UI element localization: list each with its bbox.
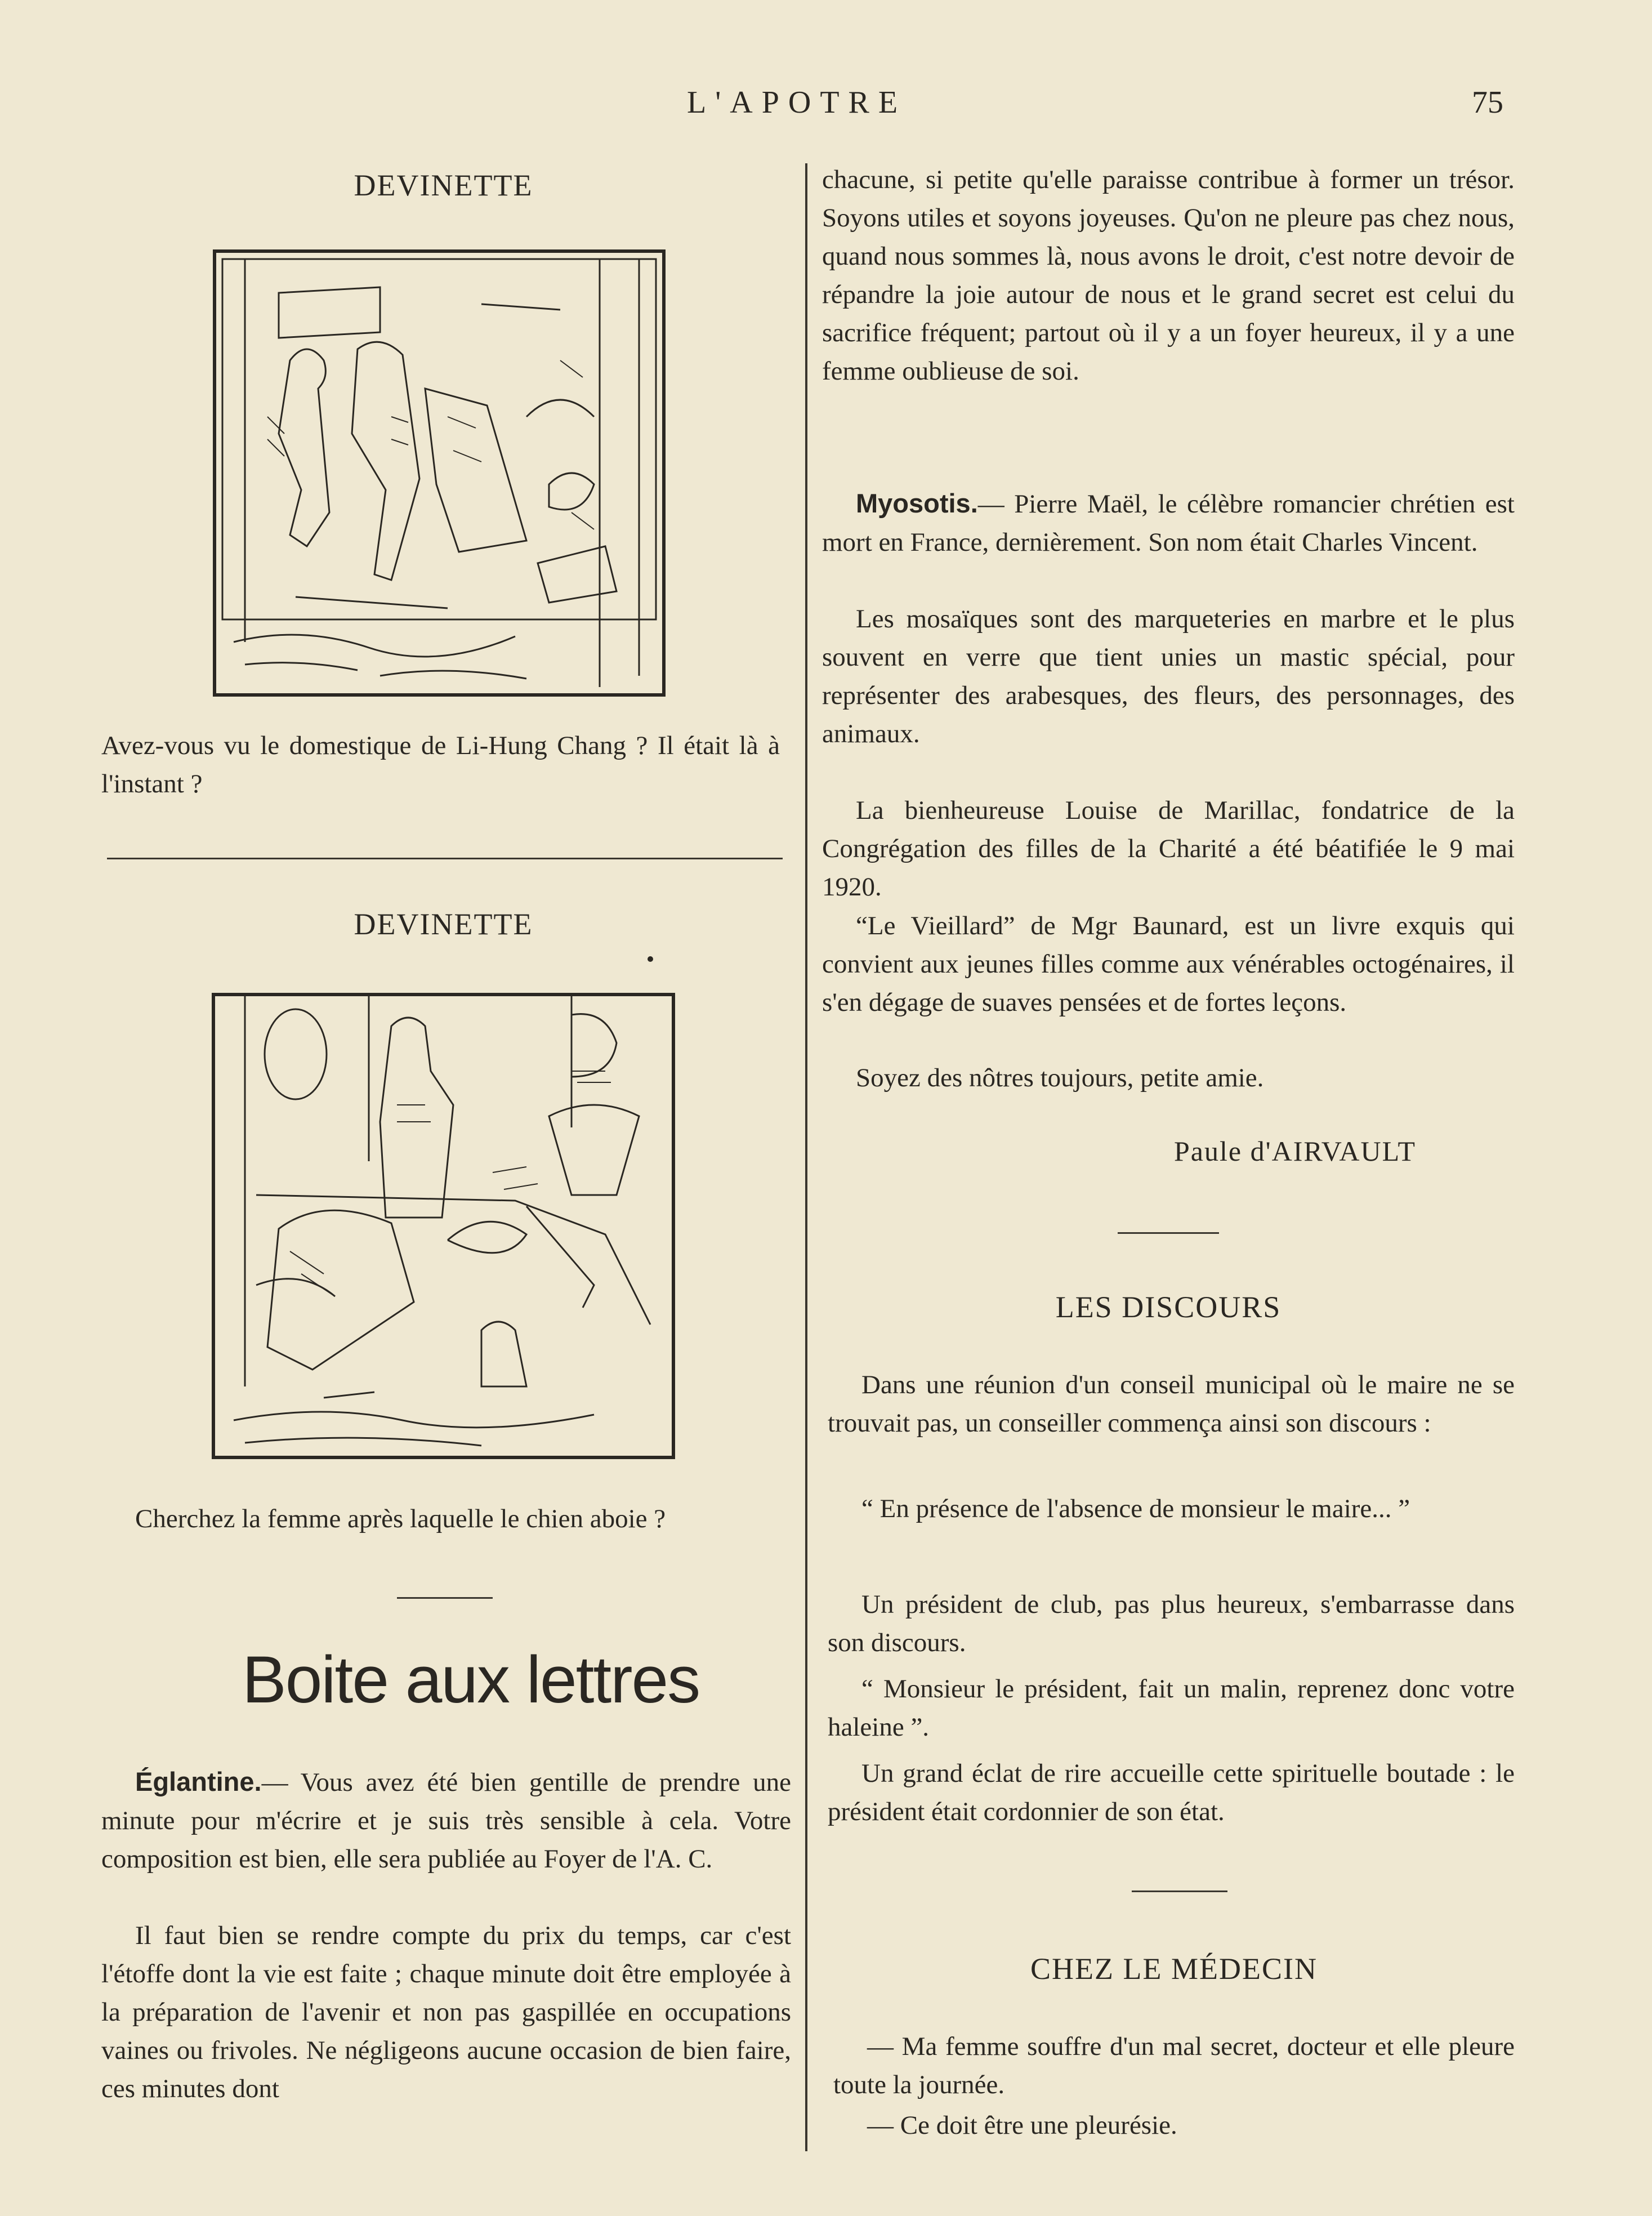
devinette-caption-2: Cherchez la femme après laquelle le chien aboie ?	[135, 1504, 666, 1533]
discours-paragraph-3: Un grand éclat de rire accueille cette spirituelle boutade : le président était cordonnier de son état.	[828, 1759, 1515, 1826]
devinette-title-2: DEVINETTE	[354, 907, 533, 941]
section-title-boite-aux-lettres: Boite aux lettres	[242, 1643, 700, 1717]
correspondent-name: Églantine.	[135, 1767, 262, 1796]
discours-paragraph-2: Un président de club, pas plus heureux, s'embarrasse dans son discours.	[828, 1590, 1515, 1657]
short-rule	[1118, 1232, 1219, 1234]
discours-paragraph-1: Dans une réunion d'un conseil municipal où le maire ne se trouvait pas, un conseiller commença ainsi son discours :	[828, 1370, 1515, 1438]
medecin-line-1: — Ma femme souffre d'un mal secret, docteur et elle pleure toute la journée.	[833, 2032, 1515, 2099]
devinette-caption-1: Avez-vous vu le domestique de Li-Hung Chang ? Il était là à l'instant ?	[101, 731, 780, 799]
mosaiques-paragraph: Les mosaïques sont des marqueteries en marbre et le plus souvent en verre que tient unies un mastic spécial, pour représenter des arabesques, des fleurs, des personnages, des animaux.	[822, 604, 1515, 748]
short-rule	[397, 1597, 493, 1599]
section-rule	[107, 858, 783, 859]
running-title: L'APOTRE	[687, 85, 907, 120]
medecin-line-2: — Ce doit être une pleurésie.	[867, 2111, 1177, 2140]
page-header	[0, 84, 1652, 130]
myosotis-paragraph: Myosotis.— Pierre Maël, le célèbre romancier chrétien est mort en France, dernièrement. Son nom était Charles Vincent.	[822, 488, 1515, 557]
woodcut-image-1	[211, 248, 667, 698]
medecin-title: CHEZ LE MÉDECIN	[1030, 1952, 1318, 1986]
signature: Paule d'AIRVAULT	[1174, 1135, 1417, 1167]
devinette-title-1: DEVINETTE	[354, 168, 533, 202]
short-rule	[1132, 1890, 1227, 1892]
discours-title: LES DISCOURS	[1055, 1290, 1282, 1324]
correspondent-name: Myosotis.	[856, 488, 978, 518]
discours-quote-2: “ Monsieur le président, fait un malin, reprenez donc votre haleine ”.	[828, 1674, 1515, 1742]
marillac-paragraph: La bienheureuse Louise de Marillac, fondatrice de la Congrégation des filles de la Charité a été béatifiée le 9 mai 1920.	[822, 796, 1515, 902]
woodcut-image-2	[211, 992, 676, 1460]
eglantine-paragraph: Églantine.— Vous avez été bien gentille de prendre une minute pour m'écrire et je suis très sensible à cela. Votre composition est bien, elle sera publiée au Foyer de l'A. C.	[101, 1767, 791, 1874]
page-number: 75	[1472, 85, 1503, 120]
continuation-paragraph: chacune, si petite qu'elle paraisse contribue à former un trésor. Soyons utiles et soyons joyeuses. Qu'on ne pleure pas chez nous, quand nous sommes là, nous avons le droit, c'est notre devoir de répandre la joie autour de nous et le grand secret est celui du sacrifice fréquent; partout où il y a un foyer heureux, il y a une femme oublieuse de soi.	[822, 165, 1515, 386]
closing-line: Soyez des nôtres toujours, petite amie.	[856, 1063, 1264, 1093]
discours-quote-1: “ En présence de l'absence de monsieur le maire... ”	[861, 1494, 1410, 1523]
vieillard-paragraph: “Le Vieillard” de Mgr Baunard, est un livre exquis qui convient aux jeunes filles comme aux vénérables octogénaires, il s'en dégage de suaves pensées et de fortes leçons.	[822, 911, 1515, 1017]
temps-paragraph: Il faut bien se rendre compte du prix du temps, car c'est l'étoffe dont la vie est faite ; chaque minute doit être employée à la préparation de l'avenir et non pas gaspillée en occupations vaines ou frivoles. Ne négligeons aucune occasion de bien faire, ces minutes dont	[101, 1921, 791, 2103]
ink-dot	[648, 956, 653, 962]
column-divider	[805, 163, 807, 2151]
